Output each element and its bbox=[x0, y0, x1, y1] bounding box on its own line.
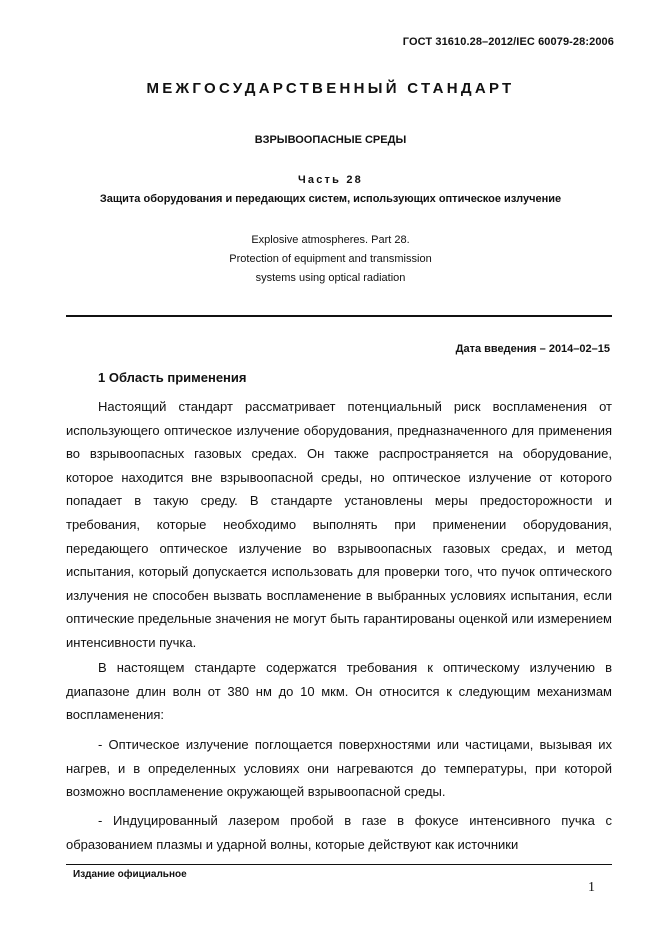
edition-note: Издание официальное bbox=[73, 869, 187, 880]
section-heading: 1 Область применения bbox=[98, 370, 247, 385]
page-number: 1 bbox=[588, 880, 595, 895]
english-title-line: Explosive atmospheres. Part 28. bbox=[251, 234, 410, 246]
paragraph: Настоящий стандарт рассматривает потенциальный риск воспламенения от использующего оптическое излучение оборудования, предназначенного для применения во взрывоопасных газовых средах. Он также распространяется на оборудование, которое находится вне взрывоопасной среды, но оптическое излучение от которого попадает в такую среду. В стандарте установлены меры предосторожности и требования, которые необходимо выполнять при применении оборудования, передающего оптическое излучение во взрывоопасных газовых средах, и метод испытания, который допускается использовать для проверки того, что пучок оптического излучения не способен вызвать воспламенение в выбранных условиях испытания, если оптические предельные значения не могут быть гарантированы оценкой или измерением интенсивности пучка. bbox=[66, 399, 612, 650]
footer-divider bbox=[66, 864, 612, 865]
english-title-line: systems using optical radiation bbox=[255, 272, 406, 284]
part-title: Защита оборудования и передающих систем, использующих оптическое излучение bbox=[99, 193, 562, 205]
list-item: - Оптическое излучение поглощается поверхностями или частицами, вызывая их нагрев, и в определенных условиях они нагреваются до температуры, при которой возможно воспламенение окружающей взрывоопасной среды. bbox=[66, 737, 612, 800]
list-item: - Индуцированный лазером пробой в газе в фокусе интенсивного пучка с образованием плазмы и ударной волны, которые действуют как источники bbox=[66, 813, 612, 852]
standard-subject: ВЗРЫВООПАСНЫЕ СРЕДЫ bbox=[254, 134, 407, 146]
standard-code: ГОСТ 31610.28–2012/IEC 60079-28:2006 bbox=[402, 36, 614, 48]
english-title bbox=[0, 231, 661, 288]
title-divider bbox=[66, 315, 612, 317]
english-title-line: Protection of equipment and transmission bbox=[229, 253, 432, 265]
paragraph: В настоящем стандарте содержатся требования к оптическому излучению в диапазоне длин волн от 380 нм до 10 мкм. Он относится к следующим механизмам воспламенения: bbox=[66, 660, 612, 723]
part-number: Часть 28 bbox=[297, 174, 363, 186]
introduction-date: Дата введения – 2014–02–15 bbox=[455, 343, 610, 355]
document-title: МЕЖГОСУДАРСТВЕННЫЙ СТАНДАРТ bbox=[146, 80, 515, 97]
